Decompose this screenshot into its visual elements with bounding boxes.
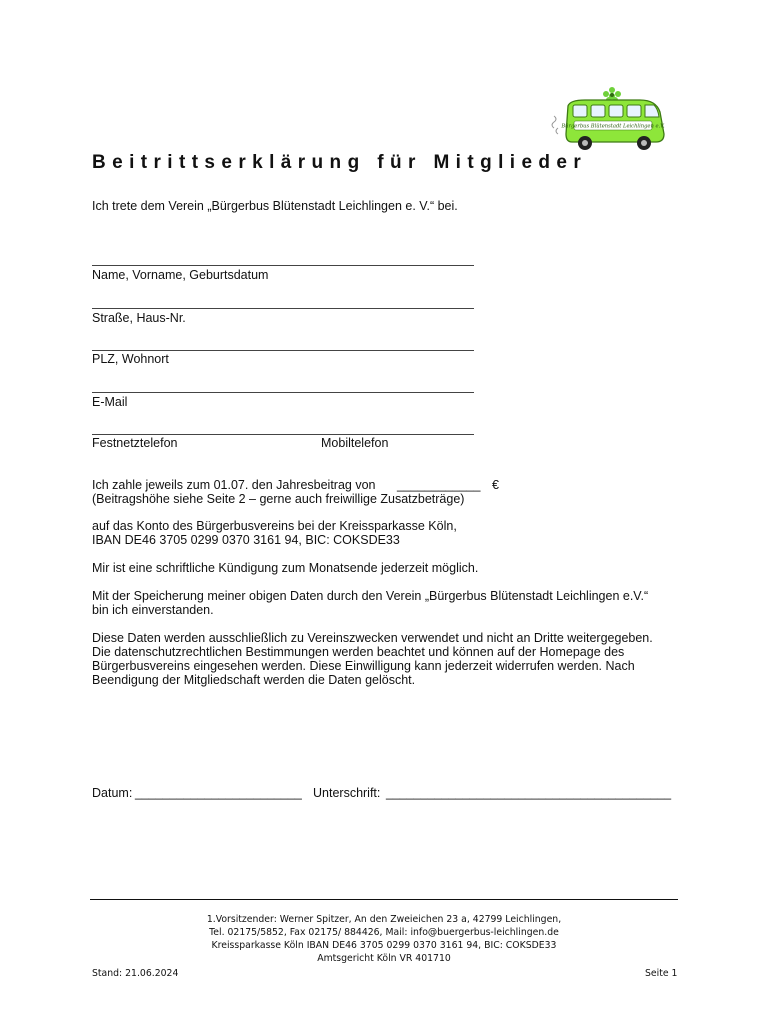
- name-field-line: [92, 265, 474, 266]
- intro-text: Ich trete dem Verein „Bürgerbus Blütenstadt Leichlingen e. V.“ bei.: [92, 199, 458, 213]
- mobile-label: Mobiltelefon: [321, 436, 389, 450]
- bank-line-1: auf das Konto des Bürgerbusvereins bei der Kreissparkasse Köln,: [92, 519, 457, 533]
- currency-symbol: €: [492, 478, 499, 492]
- signature-label: Unterschrift:: [313, 786, 381, 800]
- footer-line-1: 1.Vorsitzender: Werner Spitzer, An den Zweieichen 23 a, 42799 Leichlingen,: [206, 914, 562, 925]
- email-label: E-Mail: [92, 395, 128, 409]
- footer-line-3: Kreissparkasse Köln IBAN DE46 3705 0299 0370 3161 94, BIC: COKSDE33: [211, 940, 557, 951]
- privacy-line-2: Die datenschutzrechtlichen Bestimmungen werden beachtet und können auf der Homepage des: [92, 645, 625, 659]
- footer-line-2: Tel. 02175/5852, Fax 02175/ 884426, Mail: info@buergerbus-leichlingen.de: [209, 927, 559, 938]
- cancellation-text: Mir ist eine schriftliche Kündigung zum Monatsende jederzeit möglich.: [92, 561, 479, 575]
- phone-field-line: [92, 434, 474, 435]
- email-field-line: [92, 392, 474, 393]
- buergerbus-logo: [540, 82, 670, 162]
- page-title: Beitrittserklärung für Mitglieder: [92, 152, 588, 173]
- contribution-text: Ich zahle jeweils zum 01.07. den Jahresbeitrag von: [92, 478, 376, 492]
- footer-line-4: Amtsgericht Köln VR 401710: [317, 953, 451, 964]
- privacy-line-4: Beendigung der Mitgliedschaft werden die Daten gelöscht.: [92, 673, 416, 687]
- signature-field: _________________________________________: [386, 786, 672, 800]
- bus-text: Bürgerbus Blütenstadt Leichlingen e.V.: [561, 123, 665, 130]
- privacy-line-3: Bürgerbusvereins eingesehen werden. Diese Einwilligung kann jederzeit widerrufen werden. Nach: [92, 659, 635, 673]
- phone-label: Festnetztelefon: [92, 436, 178, 450]
- date-label: Datum:: [92, 786, 133, 800]
- bank-line-2: IBAN DE46 3705 0299 0370 3161 94, BIC: COKSDE33: [92, 533, 400, 547]
- footer-divider: [90, 899, 678, 900]
- stand-date: Stand: 21.06.2024: [92, 968, 179, 979]
- contribution-blank: ____________: [397, 478, 481, 492]
- privacy-line-1: Diese Daten werden ausschließlich zu Vereinszwecken verwendet und nicht an Dritte weitergegeben.: [92, 631, 653, 645]
- city-field-line: [92, 350, 474, 351]
- city-label: PLZ, Wohnort: [92, 352, 169, 366]
- street-field-line: [92, 308, 474, 309]
- contribution-note: (Beitragshöhe siehe Seite 2 – gerne auch freiwillige Zusatzbeträge): [92, 492, 465, 506]
- consent-line-2: bin ich einverstanden.: [92, 603, 214, 617]
- footer-address: [90, 913, 678, 965]
- date-field: ________________________: [135, 786, 302, 800]
- page-number: Seite 1: [645, 968, 678, 979]
- name-label: Name, Vorname, Geburtsdatum: [92, 268, 269, 282]
- consent-line-1: Mit der Speicherung meiner obigen Daten durch den Verein „Bürgerbus Blütenstadt Leichlingen e.V.“: [92, 589, 649, 603]
- street-label: Straße, Haus-Nr.: [92, 311, 186, 325]
